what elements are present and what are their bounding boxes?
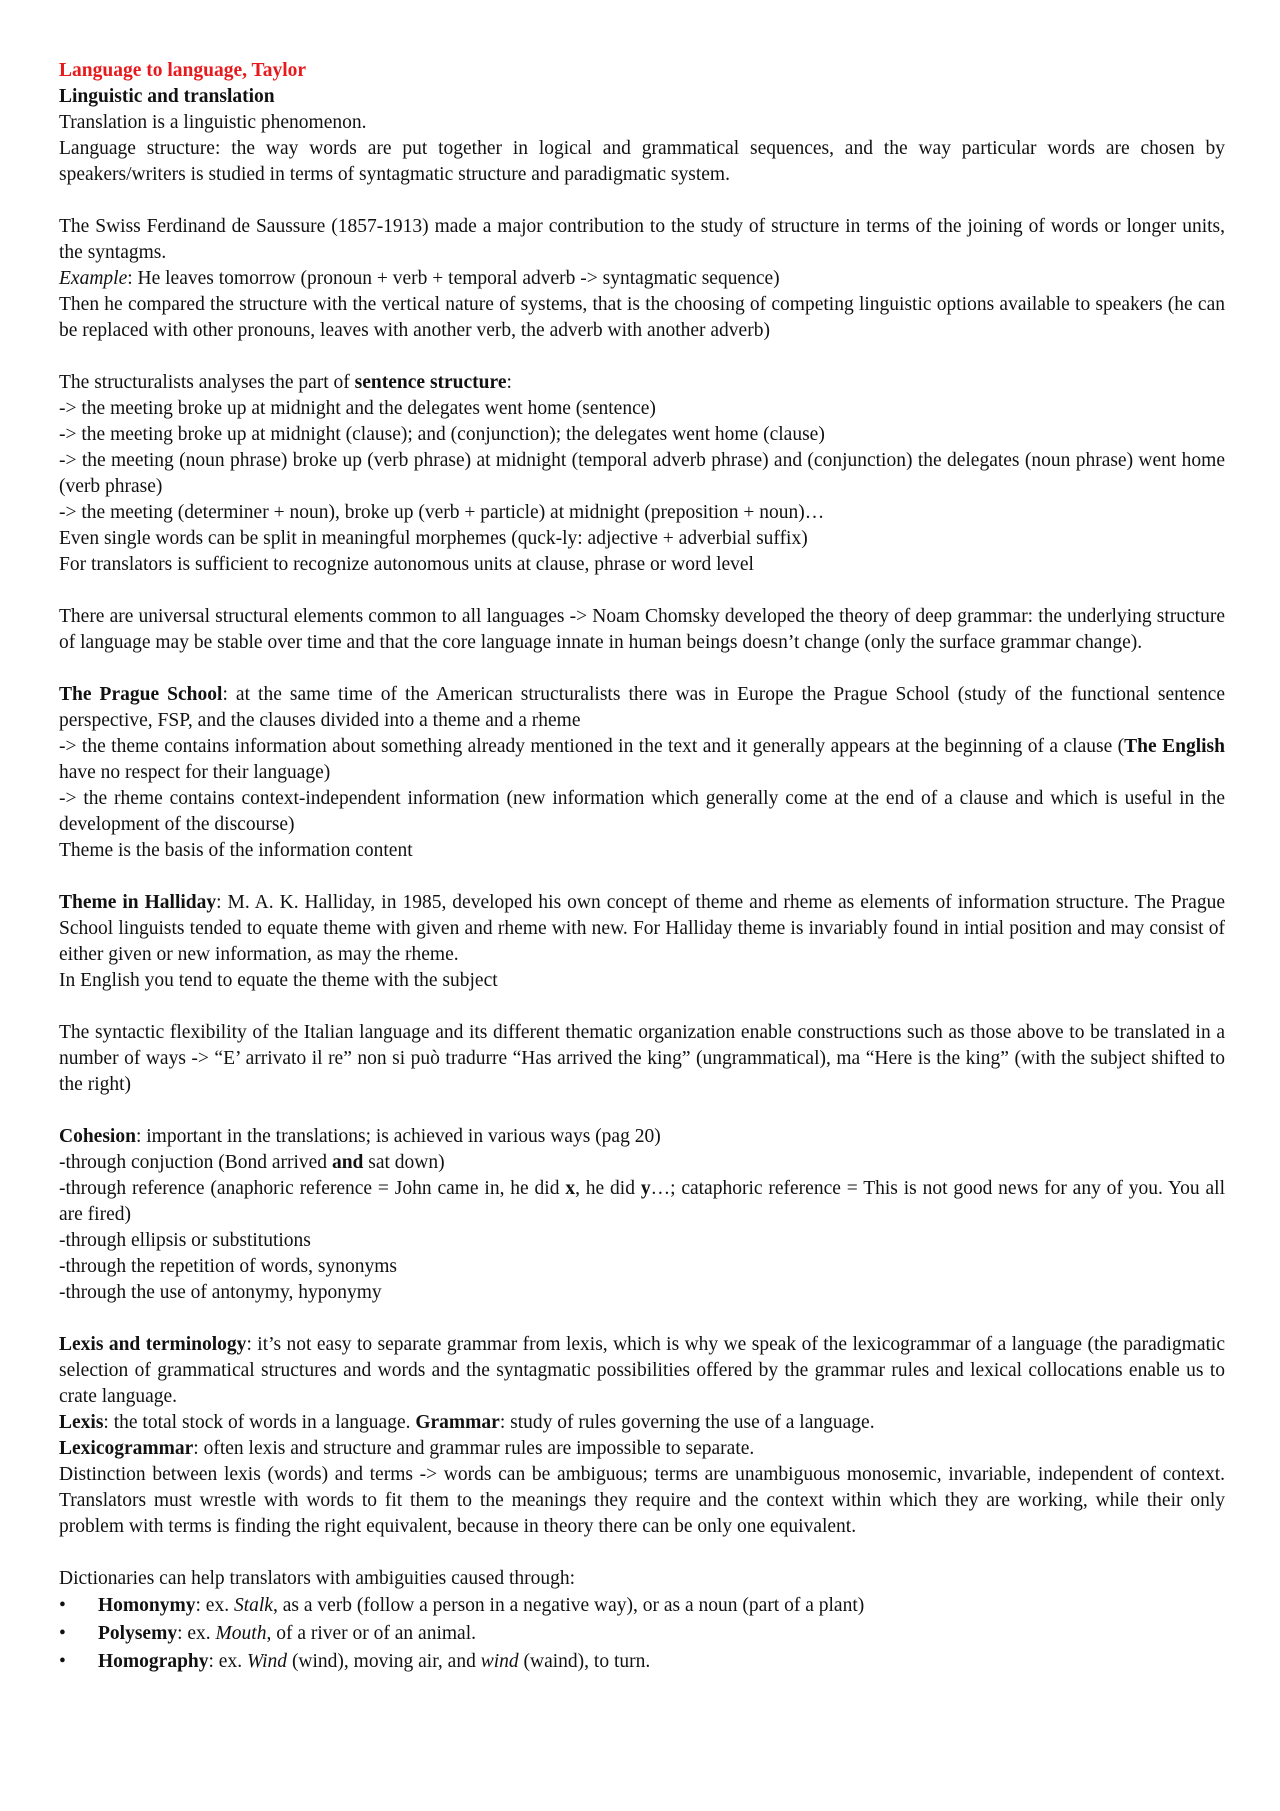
paragraph: Translation is a linguistic phenomenon. — [59, 112, 367, 133]
list-item: • Homonymy: ex. Stalk, as a verb (follow a person in a negative way), or as a noun (part of a plant) — [59, 1592, 1225, 1620]
paragraph: Lexis: the total stock of words in a language. Grammar: study of rules governing the use of a language. — [59, 1412, 875, 1433]
paragraph: Language structure: the way words are put together in logical and grammatical sequences, and the way particular words are chosen by speakers/writers is studied in terms of syntagmatic structure and paradigmatic system. — [59, 138, 1225, 185]
paragraph: Example: He leaves tomorrow (pronoun + verb + temporal adverb -> syntagmatic sequence) — [59, 268, 780, 289]
list-line: -through the use of antonymy, hyponymy — [59, 1282, 382, 1303]
list-line: -through the repetition of words, synonyms — [59, 1256, 397, 1277]
paragraph: Theme in Halliday: M. A. K. Halliday, in 1985, developed his own concept of theme and rheme as elements of information structure. The Prague School linguists tended to equate theme with given and rheme with new. For Halliday theme is invariably found in intial position and may consist of either given or new information, as may the rheme. — [59, 892, 1225, 965]
paragraph: The Prague School: at the same time of the American structuralists there was in Europe the Prague School (study of the functional sentence perspective, FSP, and the clauses divided into a theme and a rheme — [59, 684, 1225, 731]
list-line: -through reference (anaphoric reference = John came in, he did x, he did y…; cataphoric reference = This is not good news for any of you. You all are fired) — [59, 1178, 1225, 1225]
bullet-icon: • — [59, 1651, 66, 1672]
bullet-icon: • — [59, 1595, 66, 1616]
paragraph: For translators is sufficient to recognize autonomous units at clause, phrase or word level — [59, 554, 754, 575]
list-line: -through ellipsis or substitutions — [59, 1230, 311, 1251]
paragraph: Lexicogrammar: often lexis and structure and grammar rules are impossible to separate. — [59, 1438, 755, 1459]
list-line: -> the meeting broke up at midnight and the delegates went home (sentence) — [59, 398, 656, 419]
paragraph: The structuralists analyses the part of sentence structure: — [59, 372, 512, 393]
paragraph: There are universal structural elements common to all languages -> Noam Chomsky developed the theory of deep grammar: the underlying structure of language may be stable over time and that the core language innate in human beings doesn’t change (only the surface grammar change). — [59, 606, 1225, 653]
section-heading: Linguistic and translation — [59, 86, 275, 107]
paragraph: Theme is the basis of the information content — [59, 840, 413, 861]
paragraph: Lexis and terminology: it’s not easy to separate grammar from lexis, which is why we speak of the lexicogrammar of a language (the paradigmatic selection of grammatical structures and words and the syntagmatic possibilities offered by the grammar rules and lexical collocations enable us to crate language. — [59, 1334, 1225, 1407]
bullet-list — [59, 1592, 1225, 1676]
bullet-icon: • — [59, 1623, 66, 1644]
document-title: Language to language, Taylor — [59, 60, 307, 81]
paragraph: The Swiss Ferdinand de Saussure (1857-1913) made a major contribution to the study of structure in terms of the joining of words or longer units, the syntagms. — [59, 216, 1225, 263]
list-item: • Homography: ex. Wind (wind), moving air, and wind (waind), to turn. — [59, 1648, 1225, 1676]
paragraph: In English you tend to equate the theme with the subject — [59, 970, 498, 991]
list-line: -> the meeting (determiner + noun), broke up (verb + particle) at midnight (preposition + noun)… — [59, 502, 825, 523]
list-line: -> the meeting broke up at midnight (clause); and (conjunction); the delegates went home (clause) — [59, 424, 825, 445]
list-line: -> the meeting (noun phrase) broke up (verb phrase) at midnight (temporal adverb phrase) and (conjunction) the delegates (noun phrase) went home (verb phrase) — [59, 450, 1225, 497]
paragraph: Dictionaries can help translators with ambiguities caused through: — [59, 1568, 576, 1589]
list-line: -> the rheme contains context-independent information (new information which generally come at the end of a clause and which is useful in the development of the discourse) — [59, 788, 1225, 835]
paragraph: Then he compared the structure with the vertical nature of systems, that is the choosing of competing linguistic options available to speakers (he can be replaced with other pronouns, leaves with another verb, the adverb with another adverb) — [59, 294, 1225, 341]
paragraph: Distinction between lexis (words) and terms -> words can be ambiguous; terms are unambiguous monosemic, invariable, independent of context. Translators must wrestle with words to fit them to the meanings they require and the context within which they are working, while their only problem with terms is finding the right equivalent, because in theory there can be only one equivalent. — [59, 1464, 1225, 1537]
list-item: • Polysemy: ex. Mouth, of a river or of an animal. — [59, 1620, 1225, 1648]
paragraph: Cohesion: important in the translations; is achieved in various ways (pag 20) — [59, 1126, 661, 1147]
document-page — [59, 58, 1225, 1676]
list-line: -through conjuction (Bond arrived and sat down) — [59, 1152, 445, 1173]
paragraph: Even single words can be split in meaningful morphemes (quck-ly: adjective + adverbial suffix) — [59, 528, 808, 549]
paragraph: The syntactic flexibility of the Italian language and its different thematic organization enable constructions such as those above to be translated in a number of ways -> “E’ arrivato il re” non si può tradurre “Has arrived the king” (ungrammatical), ma “Here is the king” (with the subject shifted to the right) — [59, 1022, 1225, 1095]
list-line: -> the theme contains information about something already mentioned in the text and it generally appears at the beginning of a clause (The English have no respect for their language) — [59, 736, 1225, 783]
